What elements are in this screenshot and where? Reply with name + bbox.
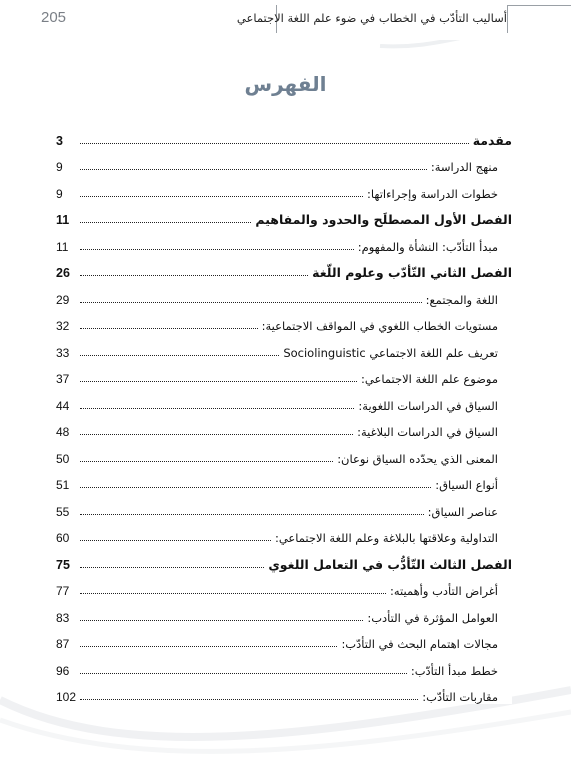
page-number: 205 — [41, 9, 67, 26]
toc-entry-title: خطط مبدأ التأدّب: — [409, 664, 512, 678]
toc-entry-page: 55 — [56, 504, 70, 519]
toc-dot-leader — [80, 169, 427, 170]
toc-dot-leader — [80, 408, 354, 409]
toc-entry-title: مقاربات التأدّب: — [420, 690, 512, 704]
toc-entry-page: 9 — [56, 160, 63, 174]
toc-section-entry[interactable] — [56, 492, 512, 519]
toc-section-entry[interactable] — [56, 227, 512, 254]
toc-entry-page: 102 — [56, 690, 77, 704]
toc-entry-page: 11 — [56, 213, 70, 227]
toc-section-entry[interactable] — [56, 148, 512, 175]
toc-title: الفهرس — [244, 72, 327, 96]
toc-section-entry[interactable] — [56, 307, 512, 334]
toc-chapter-entry[interactable] — [56, 121, 512, 148]
toc-entry-page: 44 — [56, 398, 70, 413]
toc-dot-leader — [80, 222, 251, 223]
toc-section-entry[interactable] — [56, 625, 512, 652]
toc-section-entry[interactable] — [56, 413, 512, 440]
toc-entry-page: 9 — [56, 186, 63, 201]
toc-entry-title: اللغة والمجتمع: — [424, 293, 512, 307]
toc-entry-title: العوامل المؤثرة في التأدب: — [365, 611, 512, 625]
toc-section-entry[interactable] — [56, 280, 512, 307]
toc-entry-title: مقدمة — [472, 132, 512, 148]
toc-dot-leader — [80, 487, 431, 488]
toc-dot-leader — [80, 302, 422, 303]
toc-entry-page: 51 — [56, 478, 70, 492]
toc-chapter-entry[interactable] — [56, 201, 512, 228]
toc-entry-title: أنواع السياق: — [433, 478, 512, 492]
toc-entry-page: 83 — [56, 610, 70, 625]
toc-dot-leader — [80, 673, 407, 674]
toc-section-entry[interactable] — [56, 598, 512, 625]
toc-entry-page: 29 — [56, 292, 70, 307]
toc-section-entry[interactable] — [56, 572, 512, 599]
toc-entry-page: 96 — [56, 663, 70, 678]
toc-entry-page: 11 — [56, 239, 69, 254]
toc-section-entry[interactable] — [56, 678, 512, 705]
toc-dot-leader — [80, 593, 386, 594]
toc-entry-page: 26 — [56, 266, 70, 280]
toc-dot-leader — [80, 355, 279, 356]
toc-dot-leader — [80, 328, 258, 329]
toc-entry-title: الفصل الثاني التّأدّب وعلوم اللّغة — [312, 265, 512, 280]
toc-entry-page: 77 — [56, 584, 70, 598]
toc-section-entry[interactable] — [56, 466, 512, 493]
toc-dot-leader — [80, 540, 271, 541]
toc-entry-title: مستويات الخطاب اللغوي في المواقف الاجتماعية: — [260, 319, 512, 333]
toc-entry-page: 75 — [56, 557, 70, 572]
toc-entry-page: 33 — [56, 345, 70, 360]
toc-entry-title: الفصل الأول المصطلَح والحدود والمفاهيم — [255, 212, 512, 227]
toc-dot-leader — [80, 434, 353, 435]
toc-entry-title: مبدأ التأدّب: النشأة والمفهوم: — [356, 240, 512, 254]
toc-section-entry[interactable] — [56, 386, 512, 413]
toc-entry-title: عناصر السياق: — [426, 505, 512, 519]
toc-dot-leader — [80, 567, 264, 568]
table-of-contents — [56, 121, 512, 704]
toc-chapter-entry[interactable] — [56, 545, 512, 572]
toc-section-entry[interactable] — [56, 333, 512, 360]
toc-section-entry[interactable] — [56, 439, 512, 466]
toc-dot-leader — [80, 249, 354, 250]
toc-dot-leader — [80, 646, 337, 647]
toc-section-entry[interactable] — [56, 519, 512, 546]
toc-dot-leader — [80, 275, 308, 276]
toc-section-entry[interactable] — [56, 174, 512, 201]
toc-entry-page: 32 — [56, 319, 70, 333]
toc-entry-page: 87 — [56, 637, 70, 651]
toc-dot-leader — [80, 514, 424, 515]
toc-entry-title: الفصل الثالث التّأدُّب في التعامل اللغوي — [268, 556, 512, 572]
toc-dot-leader — [80, 196, 363, 197]
toc-dot-leader — [80, 461, 333, 462]
toc-entry-title: السياق في الدراسات البلاغية: — [355, 425, 512, 439]
toc-entry-title: تعريف علم اللغة الاجتماعي Sociolinguistic — [281, 346, 512, 360]
toc-entry-page: 48 — [56, 425, 70, 439]
toc-entry-title: المعنى الذي يحدّده السياق نوعان: — [335, 452, 512, 466]
toc-entry-title: مجالات اهتمام البحث في التأدّب: — [339, 637, 512, 651]
toc-entry-title: السياق في الدراسات اللغوية: — [356, 399, 512, 413]
toc-dot-leader — [80, 699, 418, 700]
toc-dot-leader — [80, 620, 363, 621]
toc-entry-title: منهج الدراسة: — [429, 160, 512, 174]
toc-entry-title: خطوات الدراسة وإجراءاتها: — [365, 187, 512, 201]
toc-entry-title: موضوع علم اللغة الاجتماعي: — [359, 372, 512, 386]
toc-dot-leader — [80, 381, 357, 382]
toc-section-entry[interactable] — [56, 651, 512, 678]
toc-entry-title: أغراض التأدب وأهميته: — [388, 584, 512, 598]
running-header-title: أساليب التأدّب في الخطاب في ضوء علم اللغة الاجتماعي — [276, 5, 508, 33]
toc-chapter-entry[interactable] — [56, 254, 512, 281]
toc-entry-page: 50 — [56, 451, 70, 466]
toc-entry-page: 37 — [56, 372, 70, 386]
toc-entry-title: التداولية وعلاقتها بالبلاغة وعلم اللغة الاجتماعي: — [273, 531, 512, 545]
toc-section-entry[interactable] — [56, 360, 512, 387]
toc-entry-page: 60 — [56, 531, 70, 545]
toc-dot-leader — [80, 143, 469, 144]
header-rule — [508, 5, 571, 6]
toc-entry-page: 3 — [56, 133, 63, 148]
